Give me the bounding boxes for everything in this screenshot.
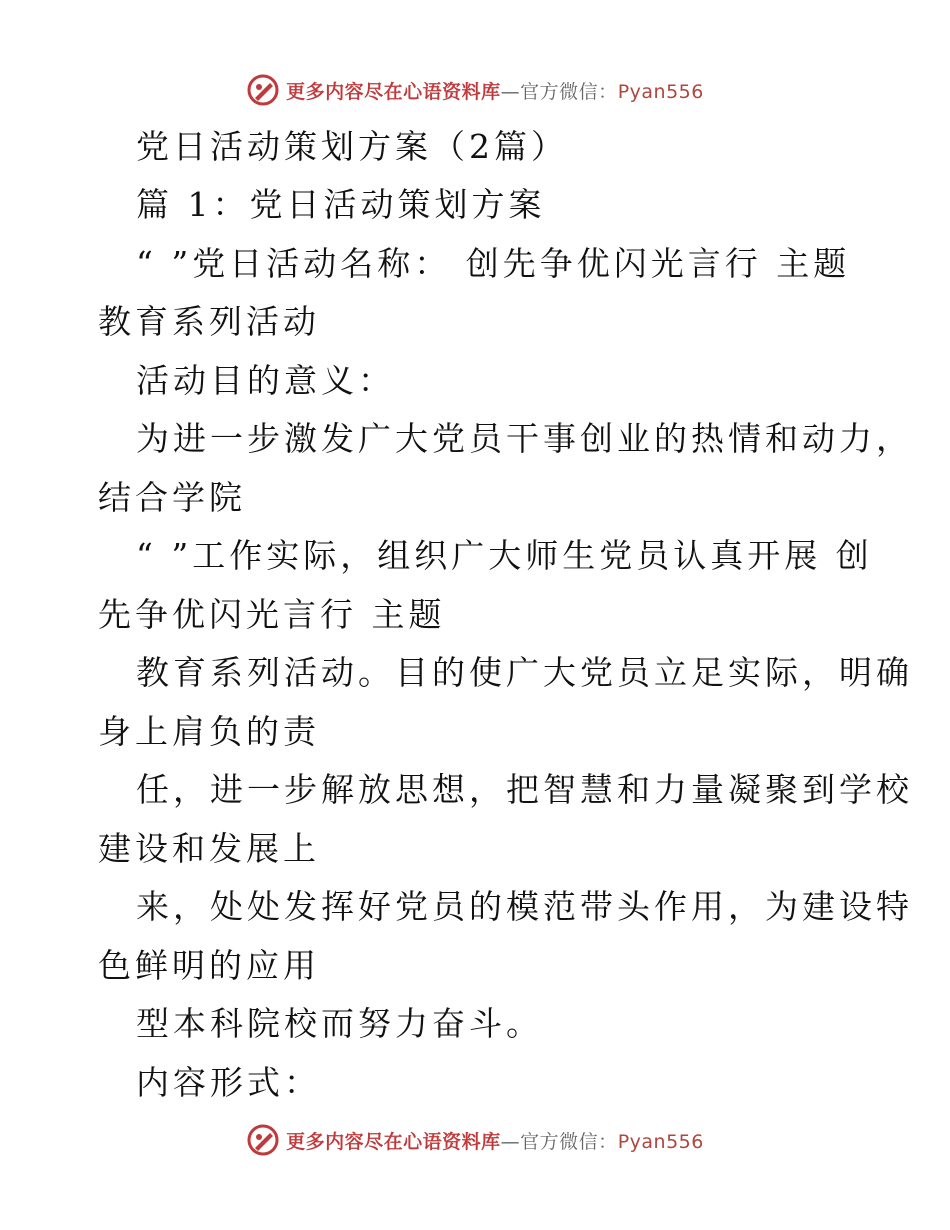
paragraph-line: 为进一步激发广大党员干事创业的热情和动力， bbox=[136, 419, 913, 458]
banner-wechat-label: —官方微信： bbox=[500, 1130, 618, 1153]
footer-banner bbox=[0, 1120, 950, 1160]
subheading: 活动目的意义： bbox=[136, 361, 395, 400]
paragraph-line: “ ”工作实际，组织广大师生党员认真开展 创 bbox=[136, 536, 873, 575]
banner-wechat-id: Pyan556 bbox=[617, 1130, 704, 1153]
subheading: 内容形式： bbox=[136, 1063, 321, 1102]
pen-logo-icon bbox=[246, 1123, 280, 1157]
paragraph-line: 教育系列活动。目的使广大党员立足实际，明确 bbox=[136, 653, 913, 692]
paragraph-line: 来，处处发挥好党员的模范带头作用，为建设特 bbox=[136, 887, 913, 926]
paragraph-line: 先争优闪光言行 主题 bbox=[98, 595, 446, 634]
paragraph-line: 结合学院 bbox=[98, 478, 246, 517]
paragraph-line: 建设和发展上 bbox=[98, 829, 320, 868]
banner-wechat-label: —官方微信： bbox=[500, 80, 618, 103]
banner-text bbox=[286, 1127, 704, 1154]
banner-site-name: 更多内容尽在心语资料库 bbox=[286, 1130, 501, 1153]
banner-site-name: 更多内容尽在心语资料库 bbox=[286, 80, 501, 103]
paragraph-line: 身上肩负的责 bbox=[98, 712, 320, 751]
paragraph-line: 任，进一步解放思想，把智慧和力量凝聚到学校 bbox=[136, 770, 913, 809]
paragraph-line: 教育系列活动 bbox=[98, 302, 320, 341]
banner-wechat-id: Pyan556 bbox=[617, 80, 704, 103]
paragraph-line: 型本科院校而努力奋斗。 bbox=[136, 1004, 543, 1043]
paragraph-line: “ ”党日活动名称： 创先争优闪光言行 主题 bbox=[136, 244, 851, 283]
paragraph-line: 色鲜明的应用 bbox=[98, 946, 320, 985]
document-title: 党日活动策划方案（2篇） bbox=[136, 127, 568, 166]
section-heading: 篇 1：党日活动策划方案 bbox=[136, 185, 546, 224]
